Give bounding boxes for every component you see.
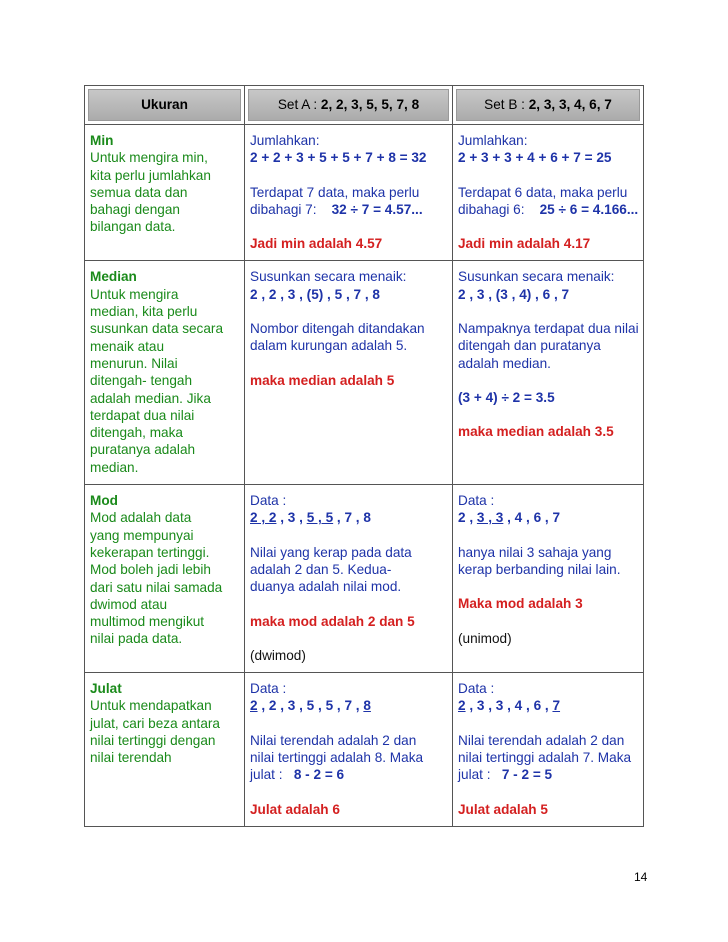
mod-desc-line: multimod mengikut [90, 614, 205, 630]
median-b-label: Susunkan secara menaik: [458, 269, 615, 285]
median-desc-line: susunkan data secara [90, 321, 224, 337]
min-description-cell [85, 125, 245, 261]
min-a-note-prefix: dibahagi 7: [250, 201, 317, 217]
page-number: 14 [634, 870, 648, 884]
median-desc-line: median. [90, 459, 139, 475]
mod-b-label: Data : [458, 493, 495, 509]
mod-a-sequence [250, 509, 448, 526]
mod-desc-line: yang mempunyai [90, 527, 194, 543]
row-julat [85, 673, 644, 827]
min-desc-line: bilangan data. [90, 219, 176, 235]
julat-a-note: Nilai terendah adalah 2 dan [250, 732, 417, 748]
mod-b-seq-part: 2 , [458, 510, 477, 526]
min-set-b-cell [453, 125, 644, 261]
min-desc-line: bahagi dengan [90, 202, 180, 218]
median-description-cell [85, 261, 245, 485]
julat-desc-line: nilai tertinggi dengan [90, 733, 216, 749]
min-b-note-prefix: dibahagi 6: [458, 201, 525, 217]
mod-b-note: kerap berbanding nilai lain. [458, 561, 621, 577]
julat-a-seq-part: , 2 , 3 , 5 , 5 , 7 , [257, 698, 364, 714]
min-desc-line: semua data dan [90, 184, 188, 200]
row-median [85, 261, 644, 485]
header-set-b [453, 86, 644, 125]
median-desc-line: menurun. Nilai [90, 355, 178, 371]
mod-a-seq-part: , 7 , 8 [333, 510, 371, 526]
julat-desc-line: julat, cari beza antara [90, 715, 220, 731]
mod-a-underlined: 2 , 2 [250, 510, 277, 526]
julat-a-max-value: 8 [363, 698, 371, 714]
median-desc-line: median, kita perlu [90, 304, 198, 320]
julat-b-max-value: 7 [552, 698, 561, 714]
min-a-calc: 32 ÷ 7 = 4.57... [331, 201, 423, 217]
mod-title: Mod [90, 493, 118, 509]
median-b-note: Nampaknya terdapat dua nilai [458, 321, 639, 337]
julat-description-cell [85, 673, 245, 827]
julat-b-note: Nilai terendah adalah 2 dan [458, 732, 625, 748]
statistics-table [84, 85, 644, 827]
julat-a-note-prefix: julat : [250, 767, 283, 783]
mod-set-b-cell [453, 485, 644, 673]
mod-a-type: (dwimod) [250, 647, 306, 663]
mod-a-note: duanya adalah nilai mod. [250, 579, 402, 595]
mod-desc-line: nilai pada data. [90, 631, 183, 647]
median-a-note: dalam kurungan adalah 5. [250, 338, 408, 354]
julat-b-label: Data : [458, 681, 495, 697]
julat-b-calc: 7 - 2 = 5 [501, 767, 553, 783]
julat-set-b-cell [453, 673, 644, 827]
median-set-a-cell [245, 261, 453, 485]
median-desc-line: Untuk mengira [90, 286, 179, 302]
header-set-a-prefix: Set A : [277, 97, 321, 112]
median-a-note: Nombor ditengah ditandakan [250, 321, 425, 337]
median-b-note: adalah median. [458, 355, 551, 371]
min-b-note: Terdapat 6 data, maka perlu [458, 184, 628, 200]
mod-b-seq-part: , 4 , 6 , 7 [503, 510, 561, 526]
row-mod [85, 485, 644, 673]
julat-a-calc: 8 - 2 = 6 [293, 767, 345, 783]
julat-b-result: Julat adalah 5 [458, 801, 548, 817]
min-a-sum: 2 + 2 + 3 + 5 + 5 + 7 + 8 = 32 [250, 150, 427, 166]
mod-desc-line: dwimod atau [90, 596, 168, 612]
julat-a-min-value: 2 [250, 698, 258, 714]
median-desc-line: terdapat dua nilai [90, 407, 195, 423]
header-ukuran-label: Ukuran [141, 97, 188, 112]
julat-a-sequence [250, 697, 448, 714]
median-b-calc: (3 + 4) ÷ 2 = 3.5 [458, 389, 555, 405]
julat-a-label: Data : [250, 681, 287, 697]
median-b-sequence: 2 , 3 , (3 , 4) , 6 , 7 [458, 286, 570, 302]
row-min [85, 125, 644, 261]
median-a-sequence: 2 , 2 , 3 , (5) , 5 , 7 , 8 [250, 286, 380, 302]
mod-b-note: hanya nilai 3 sahaja yang [458, 544, 612, 560]
min-desc-line: Untuk mengira min, [90, 150, 208, 166]
julat-b-min-value: 2 [458, 698, 466, 714]
header-set-b-values: 2, 3, 3, 4, 6, 7 [528, 97, 612, 112]
mod-set-a-cell [245, 485, 453, 673]
mod-desc-line: Mod adalah data [90, 510, 192, 526]
min-b-label: Jumlahkan: [458, 133, 528, 148]
mod-a-underlined: 5 , 5 [306, 510, 334, 526]
min-set-a-cell [245, 125, 453, 261]
header-ukuran [85, 86, 245, 125]
min-a-result: Jadi min adalah 4.57 [250, 236, 383, 252]
julat-a-result: Julat adalah 6 [250, 801, 340, 817]
header-set-a [245, 86, 453, 125]
median-desc-line: adalah median. Jika [90, 390, 211, 406]
mod-desc-line: dari satu nilai samada [90, 579, 223, 595]
mod-b-sequence [458, 509, 639, 526]
julat-set-a-cell [245, 673, 453, 827]
median-set-b-cell [453, 261, 644, 485]
julat-desc-line: Untuk mendapatkan [90, 698, 212, 714]
mod-desc-line: kekerapan tertinggi. [90, 544, 210, 560]
median-desc-line: ditengah- tengah [90, 373, 193, 389]
min-a-note: Terdapat 7 data, maka perlu [250, 184, 420, 200]
median-b-note: ditengah dan puratanya [458, 338, 601, 354]
median-desc-line: ditengah, maka [90, 425, 183, 441]
min-b-result: Jadi min adalah 4.17 [458, 236, 591, 252]
mod-b-result: Maka mod adalah 3 [458, 596, 583, 612]
min-desc-line: kita perlu jumlahkan [90, 167, 211, 183]
min-b-sum: 2 + 3 + 3 + 4 + 6 + 7 = 25 [458, 150, 612, 166]
median-a-result: maka median adalah 5 [250, 372, 395, 388]
mod-a-label: Data : [250, 493, 287, 509]
mod-desc-line: Mod boleh jadi lebih [90, 562, 211, 578]
median-title: Median [90, 269, 137, 285]
julat-desc-line: nilai terendah [90, 750, 172, 766]
julat-b-seq-part: , 3 , 3 , 4 , 6 , [465, 698, 553, 714]
min-a-label: Jumlahkan: [250, 133, 320, 148]
min-title: Min [90, 133, 114, 148]
header-row [85, 86, 644, 125]
mod-a-seq-part: , 3 , [276, 510, 307, 526]
mod-a-note: adalah 2 dan 5. Kedua- [250, 561, 392, 577]
julat-a-note: nilai tertinggi adalah 8. Maka [250, 750, 424, 766]
header-set-b-prefix: Set B : [484, 97, 529, 112]
julat-title: Julat [90, 681, 122, 697]
mod-a-result: maka mod adalah 2 dan 5 [250, 613, 415, 629]
median-desc-line: menaik atau [90, 338, 165, 354]
julat-b-note-prefix: julat : [458, 767, 491, 783]
median-a-label: Susunkan secara menaik: [250, 269, 407, 285]
julat-b-sequence [458, 697, 639, 714]
mod-b-underlined: 3 , 3 [476, 510, 504, 526]
mod-a-note: Nilai yang kerap pada data [250, 544, 412, 560]
julat-b-note: nilai tertinggi adalah 7. Maka [458, 750, 632, 766]
header-set-a-values: 2, 2, 3, 5, 5, 7, 8 [320, 97, 420, 112]
mod-b-type: (unimod) [458, 630, 512, 646]
median-desc-line: puratanya adalah [90, 442, 196, 458]
mod-description-cell [85, 485, 245, 673]
median-b-result: maka median adalah 3.5 [458, 424, 614, 440]
min-b-calc: 25 ÷ 6 = 4.166... [539, 201, 639, 217]
